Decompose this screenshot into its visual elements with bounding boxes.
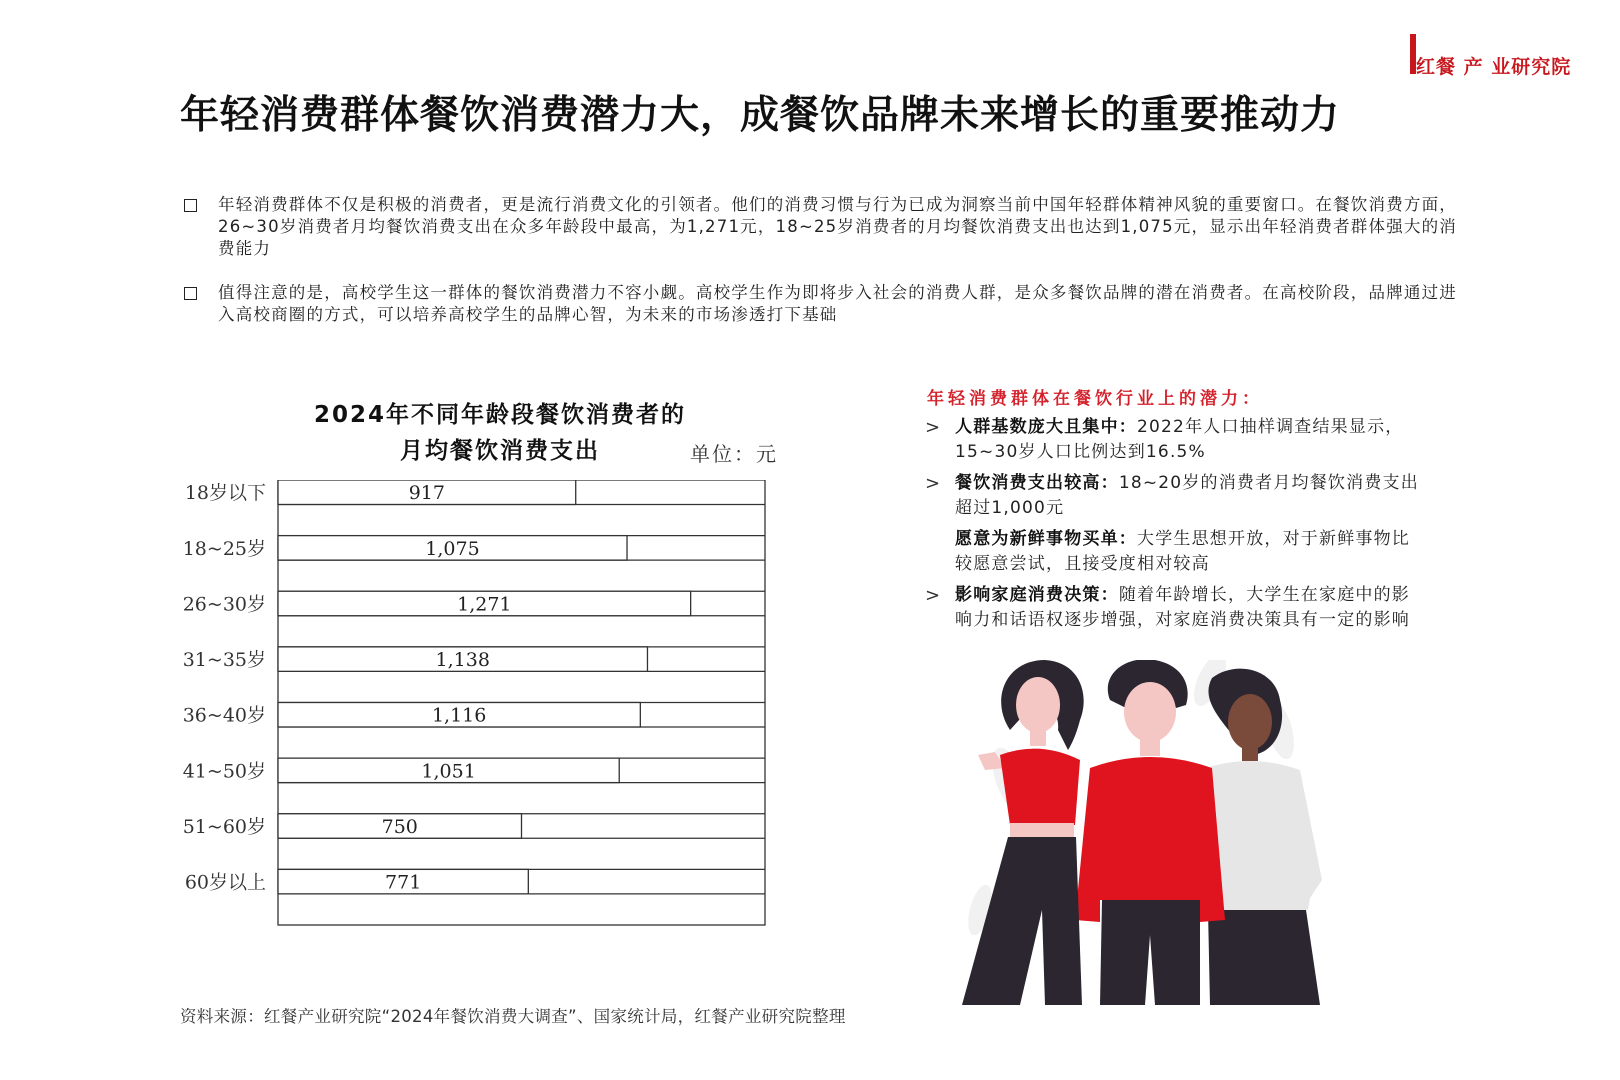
chart-unit-label: 单位：元 [690, 442, 778, 466]
source-note: 资料来源：红餐产业研究院“2024年餐饮消费大调查”、国家统计局，红餐产业研究院整理 [180, 1007, 846, 1026]
category-label: 18岁以下 [184, 482, 266, 505]
item-body: 18~20岁的消费者月均餐饮消费支出超过1,000元 [955, 473, 1419, 518]
item-lead: 愿意为新鲜事物买单： [955, 529, 1137, 549]
logo-text: 红餐 产 业研究院 [1416, 56, 1572, 78]
brand-logo [1410, 34, 1580, 78]
bullet-item [180, 282, 1460, 326]
category-label: 51~60岁 [182, 815, 266, 838]
category-label: 18~25岁 [182, 537, 266, 560]
person-left [962, 660, 1084, 1005]
square-bullet-icon [184, 287, 197, 300]
category-label: 26~30岁 [182, 593, 266, 616]
potential-list [925, 415, 1425, 639]
person-middle [1075, 660, 1225, 1005]
item-body: 随着年龄增长，大学生在家庭中的影响力和话语权逐步增强，对家庭消费决策具有一定的影响 [955, 585, 1411, 630]
bar-value-label: 1,051 [421, 760, 476, 783]
chart-title-line2: 月均餐饮消费支出 [400, 438, 600, 464]
person-right [1200, 669, 1322, 1005]
potential-item [925, 415, 1425, 465]
category-label: 36~40岁 [182, 704, 266, 727]
chevron-right-icon: > [925, 585, 942, 606]
bullet-item [180, 194, 1460, 260]
bar-value-label: 1,075 [425, 537, 480, 560]
item-body: 大学生思想开放，对于新鲜事物比较愿意尝试，且接受度相对较高 [955, 529, 1410, 574]
bar-value-label: 917 [408, 482, 445, 505]
potential-item [925, 527, 1425, 577]
bar-value-label: 1,271 [457, 593, 512, 616]
bar-value-label: 771 [385, 871, 422, 894]
bullet-text: 年轻消费群体不仅是积极的消费者，更是流行消费文化的引领者。他们的消费习惯与行为已成为洞察当前中国年轻群体精神风貌的重要窗口。在餐饮消费方面，26~30岁消费者月均餐饮消费支出在众多年龄段中最高，为1,271元，18~25岁消费者的月均餐饮消费支出也达到1,075元，显示出年轻消费者群体强大的消费能力 [218, 195, 1458, 258]
chevron-right-icon: > [925, 417, 942, 438]
square-bullet-icon [184, 199, 197, 212]
bullet-text: 值得注意的是，高校学生这一群体的餐饮消费潜力不容小觑。高校学生作为即将步入社会的消费人群，是众多餐饮品牌的潜在消费者。在高校阶段，品牌通过进入高校商圈的方式，可以培养高校学生的品牌心智，为未来的市场渗透打下基础 [218, 283, 1457, 324]
chevron-right-icon: > [925, 473, 942, 494]
page-title: 年轻消费群体餐饮消费潜力大，成餐饮品牌未来增长的重要推动力 [180, 93, 1341, 138]
item-lead: 餐饮消费支出较高： [955, 473, 1119, 493]
item-lead: 人群基数庞大且集中： [955, 417, 1137, 437]
chart-title-line1: 2024年不同年龄段餐饮消费者的 [313, 402, 686, 428]
panel-heading: 年轻消费群体在餐饮行业上的潜力： [927, 389, 1263, 409]
item-lead: 影响家庭消费决策： [955, 585, 1119, 605]
bar-value-label: 750 [381, 815, 418, 838]
potential-item [925, 471, 1425, 521]
category-label: 31~35岁 [182, 649, 266, 672]
item-body: 2022年人口抽样调查结果显示，15~30岁人口比例达到16.5% [955, 417, 1404, 462]
category-label: 41~50岁 [182, 760, 266, 783]
potential-item [925, 583, 1425, 633]
bar-value-label: 1,138 [435, 649, 490, 672]
category-label: 60岁以上 [184, 871, 266, 894]
intro-bullets [180, 194, 1460, 348]
bar-chart [170, 480, 810, 950]
chart-title [230, 397, 770, 469]
young-people-illustration [950, 660, 1370, 1005]
bar-value-label: 1,116 [431, 704, 487, 727]
